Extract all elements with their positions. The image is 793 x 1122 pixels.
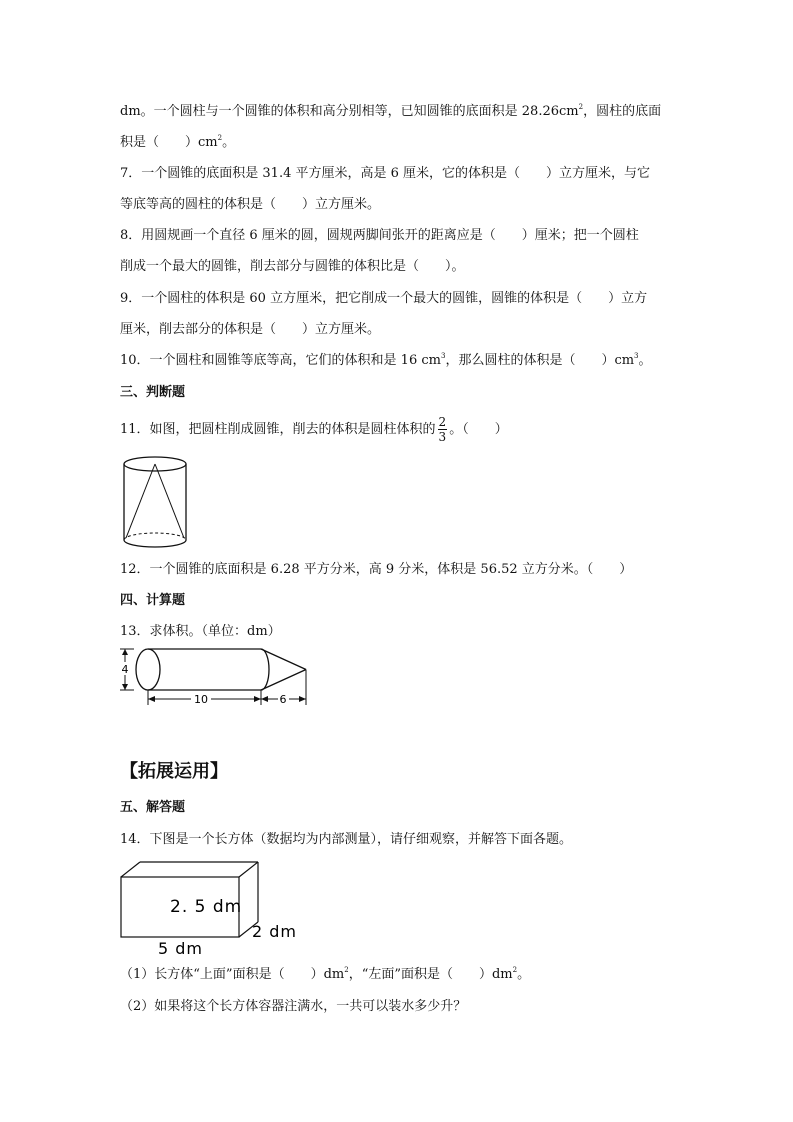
q10-sup-a: 3 [440,352,446,360]
q14-part1-text-c: 。 [517,967,531,982]
length-arrow-right [254,696,261,702]
q13-line: 13．求体积。（单位：dm） [120,624,281,639]
tip-arrow-left [261,696,268,702]
q11-line [120,415,508,445]
q6-text-b: ，圆柱的底面 [583,104,662,119]
cylinder-bottom-front-arc [124,540,186,547]
q14-line: 14．下图是一个长方体（数据均为内部测量），请仔细观察，并解答下面各题。 [120,832,573,847]
tip-label: 6 [279,693,287,706]
q6-text-a: dm。一个圆柱与一个圆锥的体积和高分别相等，已知圆锥的底面积是 28.26cm [120,104,579,119]
section-heading-calculation: 四、计算题 [120,593,186,608]
diameter-label: 4 [121,663,129,676]
q10-text-b: ，那么圆柱的体积是（ ）cm [445,353,635,368]
q10-text-a: 10．一个圆柱和圆锥等底等高，它们的体积和是 16 cm [120,353,441,368]
q6-line2 [120,134,235,152]
fraction-denominator: 3 [438,430,447,444]
q8-line1: 8．用圆规画一个直径 6 厘米的圆，圆规两脚间张开的距离应是（ ）厘米；把一个圆柱 [120,228,639,243]
q7-line1: 7．一个圆锥的底面积是 31.4 平方厘米，高是 6 厘米，它的体积是（ ）立方厘米，与它 [120,166,651,181]
width-label: 5 dm [158,939,204,958]
q6-line2-text-a: 积是（ ）cm [120,135,218,150]
q7-line2: 等底等高的圆柱的体积是（ ）立方厘米。 [120,197,381,212]
pencil-solid-figure [116,644,312,708]
q14-part1-sup-a: 2 [344,966,349,974]
cone-right-edge [155,464,184,538]
q14-part1-sup-b: 2 [512,966,518,974]
cuboid-figure [118,860,298,958]
fraction-numerator: 2 [438,415,447,429]
cuboid-top-left-edge [121,862,140,877]
tip-arrow-right [299,696,306,702]
diameter-arrow-top [122,649,128,655]
section-heading-judgement: 三、判断题 [120,385,186,400]
length-arrow-left [148,696,155,702]
cylinder-cone-joint-arc [261,649,269,690]
diameter-arrow-bottom [122,684,128,690]
q6-line2-sup: 2 [217,134,223,142]
q9-line2: 厘米，削去部分的体积是（ ）立方厘米。 [120,322,381,337]
cylinder-cone-figure [118,452,194,552]
cone-left-edge [126,464,155,538]
q11-text-b: 。（ ） [449,422,508,437]
q14-part2: （2）如果将这个长方体容器注满水，一共可以装水多少升？ [120,999,467,1014]
q11-text-a: 11．如图，把圆柱削成圆锥，削去的体积是圆柱体积的 [120,422,436,437]
cylinder-bottom-back-arc [124,533,186,540]
q10-line [120,352,652,370]
q12-line: 12．一个圆锥的底面积是 6.28 平方分米，高 9 分米，体积是 56.52 立方分米。（ ） [120,562,633,577]
q11-fraction [438,415,448,444]
cuboid-top-right-edge [239,862,258,877]
depth-label: 2 dm [252,922,298,941]
q6-sup: 2 [578,103,584,111]
q9-line1: 9．一个圆柱的体积是 60 立方厘米，把它削成一个最大的圆锥，圆锥的体积是（ ）立方 [120,291,648,306]
length-label: 10 [194,693,208,706]
q14-part1-text-a: （1）长方体“上面”面积是（ ）dm [120,967,345,982]
q10-sup-b: 3 [634,352,639,360]
cylinder-end-ellipse [136,649,160,690]
q14-part1 [120,966,530,984]
q6-line1 [120,103,661,121]
section-heading-solutions: 五、解答题 [120,800,186,815]
q14-part1-text-b: ，“左面”面积是（ ）dm [348,967,513,982]
section-title-extension: 【拓展运用】 [120,761,228,782]
height-label: 2. 5 dm [170,897,243,917]
q8-line2: 削成一个最大的圆锥，削去部分与圆锥的体积比是（ ）。 [120,259,465,274]
q6-line2-text-b: 。 [222,135,236,150]
q10-text-c: 。 [638,353,652,368]
